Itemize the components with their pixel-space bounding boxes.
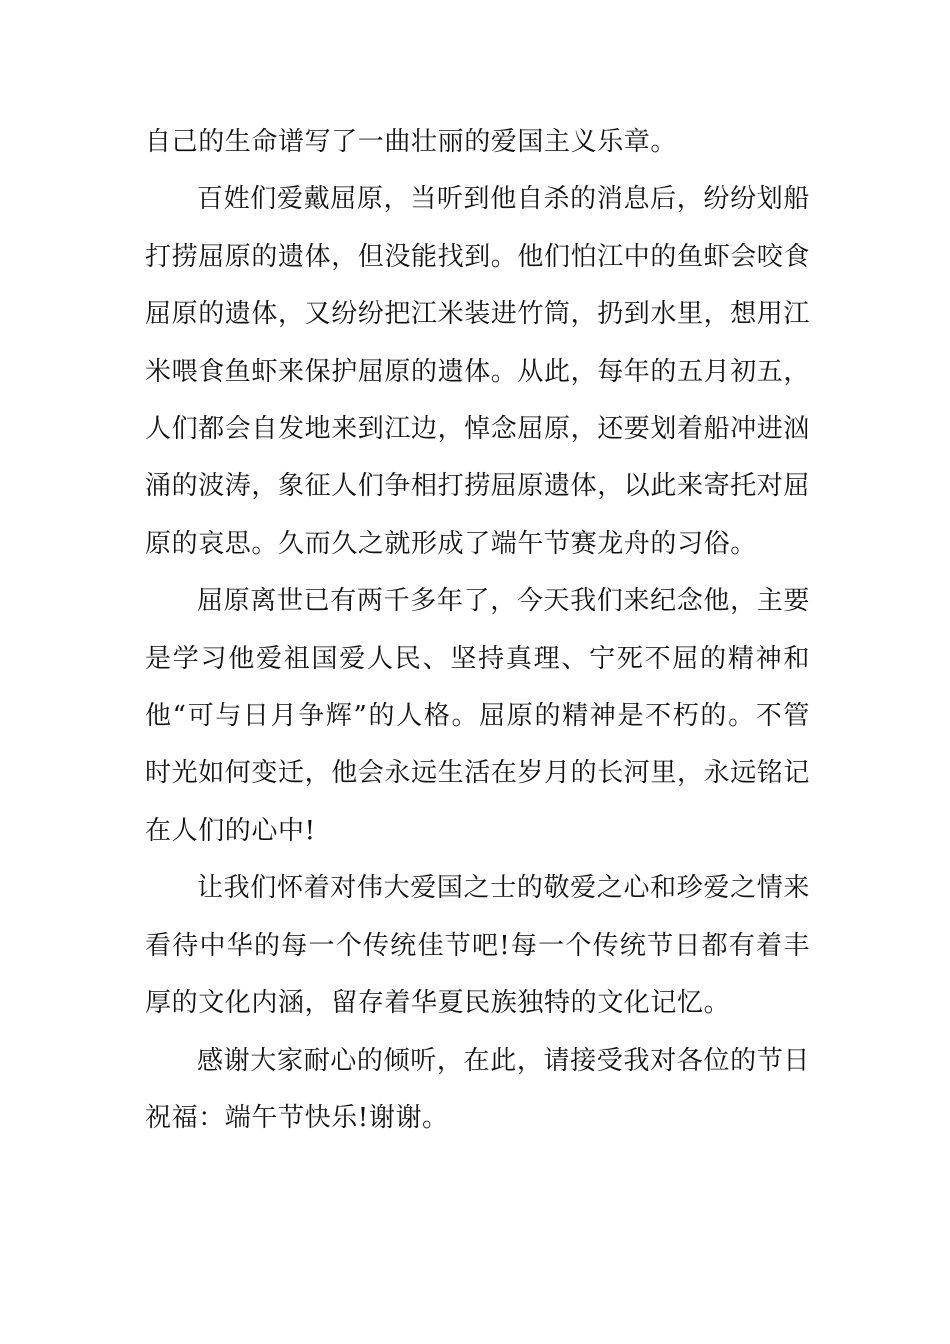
document-body (145, 114, 810, 1147)
paragraph-closing-thanks: 感谢大家耐心的倾听，在此，请接受我对各位的节日祝福：端午节快乐!谢谢。 (145, 1045, 810, 1133)
paragraph-traditional-festivals: 让我们怀着对伟大爱国之士的敬爱之心和珍爱之情来看待中华的每一个传统佳节吧!每一个传统节日都有着丰厚的文化内涵，留存着华夏民族独特的文化记忆。 (145, 873, 810, 1019)
paragraph-qu-yuan-spirit: 屈原离世已有两千多年了，今天我们来纪念他，主要是学习他爱祖国爱人民、坚持真理、宁死不屈的精神和他“可与日月争辉”的人格。屈原的精神是不朽的。不管时光如何变迁，他会永远生活在岁月的长河里，永远铭记在人们的心中! (145, 586, 811, 846)
paragraph-dragon-boat-origin: 百姓们爱戴屈原，当听到他自杀的消息后，纷纷划船打捞屈原的遗体，但没能找到。他们怕江中的鱼虾会咬食屈原的遗体，又纷纷把江米装进竹筒，扔到水里，想用江米喂食鱼虾来保护屈原的遗体。从此，每年的五月初五，人们都会自发地来到江边，悼念屈原，还要划着船冲进汹涌的波涛，象征人们争相打捞屈原遗体，以此来寄托对屈原的哀思。久而久之就形成了端午节赛龙舟的习俗。 (145, 184, 811, 559)
paragraph-continuation: 自己的生命谱写了一曲壮丽的爱国主义乐章。 (145, 127, 678, 157)
